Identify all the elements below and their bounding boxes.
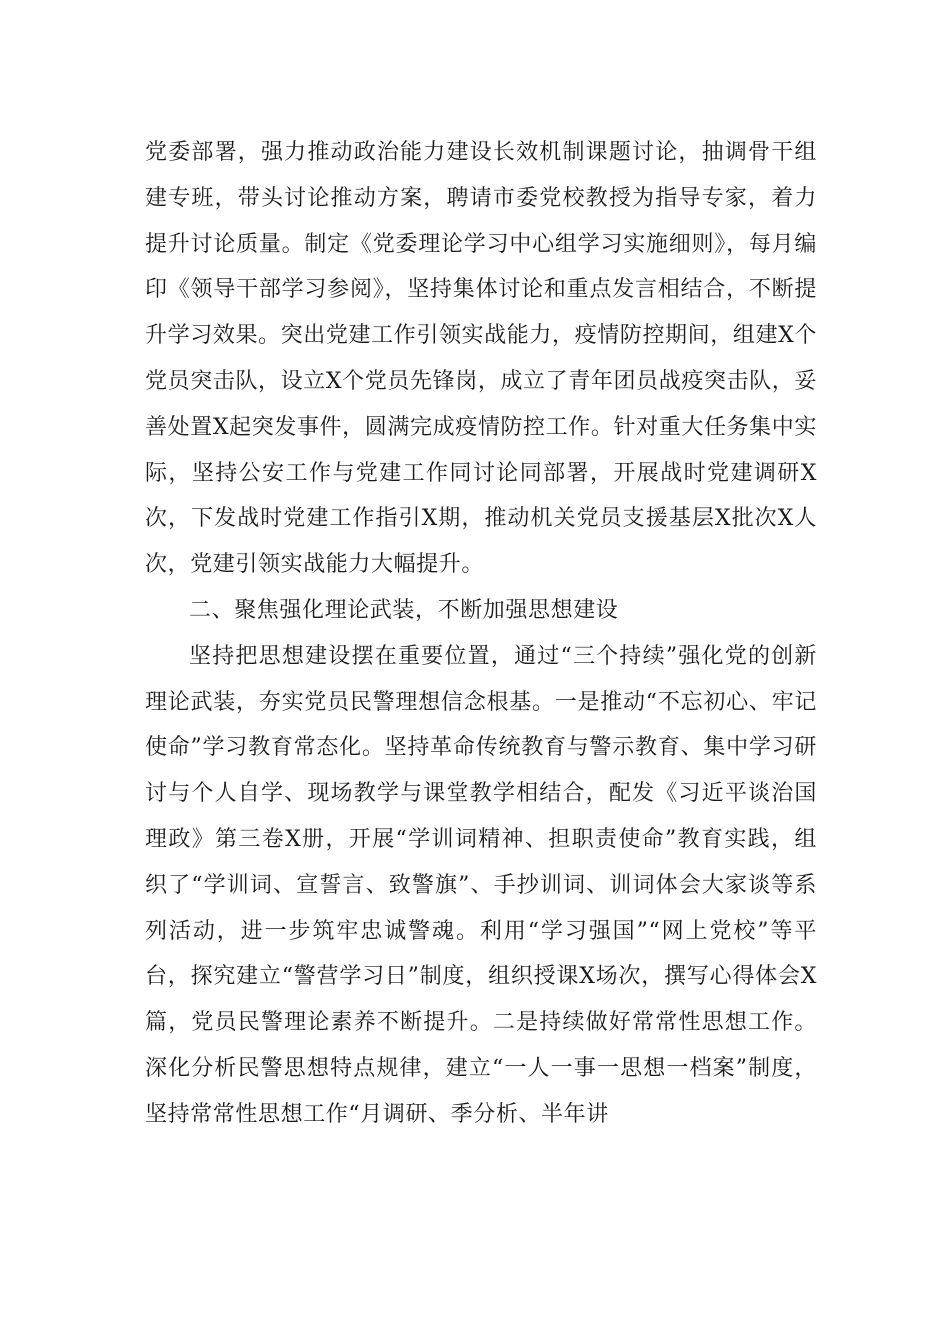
paragraph-continued: 党委部署，强力推动政治能力建设长效机制课题讨论，抽调骨干组建专班，带头讨论推动方案，聘请市委党校教授为指导专家，着力提升讨论质量。制定《党委理论学习中心组学习实施细则》，每月编印《领导干部学习参阅》，坚持集体讨论和重点发言相结合，不断提升学习效果。突出党建工作引领实战能力，疫情防控期间，组建X个党员突击队，设立X个党员先锋岗，成立了青年团员战疫突击队，妥善处置X起突发事件，圆满完成疫情防控工作。针对重大任务集中实际，坚持公安工作与党建工作同讨论同部署，开展战时党建调研X次，下发战时党建工作指引X期，推动机关党员支援基层X批次X人次，党建引领实战能力大幅提升。 [145, 140, 817, 578]
document-body [145, 130, 817, 1138]
paragraph: 坚持把思想建设摆在重要位置，通过“三个持续”强化党的创新理论武装，夯实党员民警理想信念根基。一是推动“不忘初心、牢记使命”学习教育常态化。坚持革命传统教育与警示教育、集中学习研讨与个人自学、现场教学与课堂教学相结合，配发《习近平谈治国理政》第三卷X册，开展“学训词精神、担职责使命”教育实践，组织了“学训词、宣誓言、致警旗”、手抄训词、训词体会大家谈等系列活动，进一步筑牢忠诚警魂。利用“学习强国”“网上党校”等平台，探究建立“警营学习日”制度，组织授课X场次，撰写心得体会X篇，党员民警理论素养不断提升。二是持续做好常常性思想工作。深化分析民警思想特点规律，建立“一人一事一思想一档案”制度，坚持常常性思想工作“月调研、季分析、半年讲 [145, 643, 817, 1127]
section-heading: 二、聚焦强化理论武装，不断加强思想建设 [189, 597, 619, 623]
